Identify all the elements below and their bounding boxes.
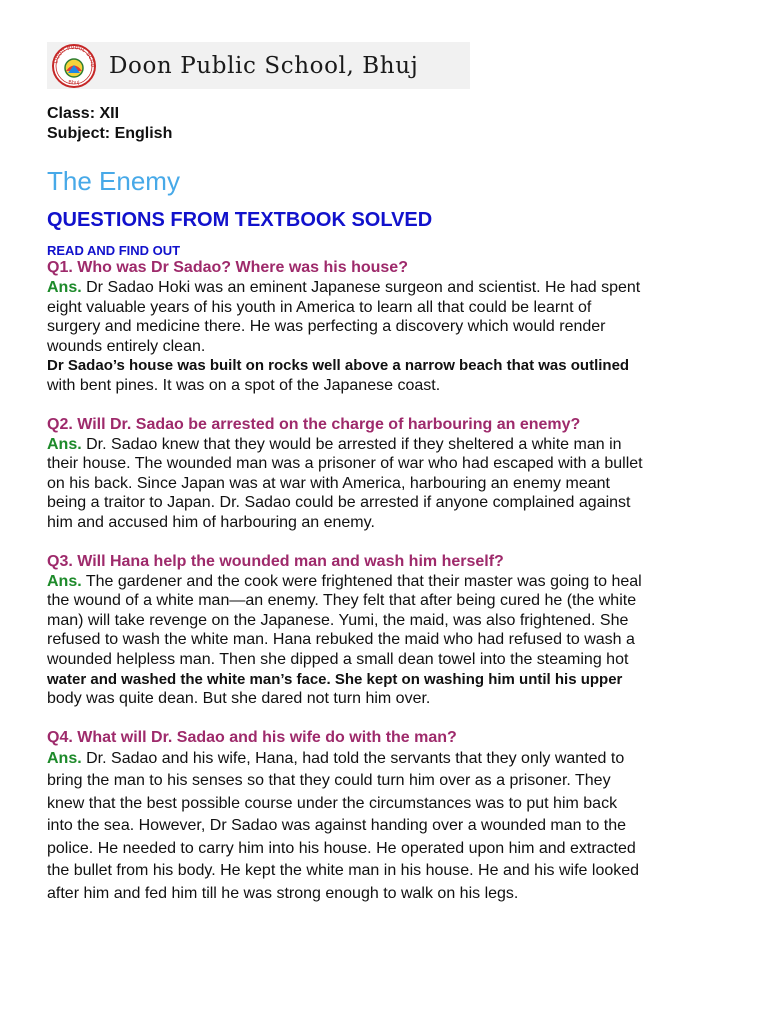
qa-block-4 bbox=[47, 728, 747, 906]
class-line: Class: XII bbox=[47, 105, 120, 122]
class-subject-info bbox=[47, 104, 747, 144]
answer-line: being a traitor to Japan. Dr. Sadao could be arrested if anyone complained against bbox=[47, 494, 631, 512]
question-4: Q4. What will Dr. Sadao and his wife do with the man? bbox=[47, 728, 457, 746]
answer-line: their house. The wounded man was a prisoner of war who had escaped with a bullet bbox=[47, 455, 643, 473]
answer-line: The gardener and the cook were frightened that their master was going to heal bbox=[85, 572, 642, 590]
qa-block-3 bbox=[47, 552, 747, 709]
answer-line: bring the man to his senses so that they could turn him over as a prisoner. They bbox=[47, 772, 611, 790]
answer-line: man) will take revenge on the Japanese. Yumi, the maid, was also frightened. She bbox=[47, 611, 629, 629]
answer-line: Dr Sadao’s house was built on rocks well above a narrow beach that was outlined bbox=[47, 357, 630, 375]
answer-line: police. He needed to carry him into his house. He operated upon him and extracted bbox=[47, 839, 636, 857]
document-page bbox=[47, 42, 747, 905]
answer-line: knew that the best possible course under the circumstances was to put him back bbox=[47, 794, 618, 812]
ans-label: Ans. bbox=[47, 749, 82, 767]
answer-line: into the sea. However, Dr Sadao was against handing over a wounded man to the bbox=[47, 817, 627, 835]
answer-1 bbox=[47, 278, 747, 396]
answer-4 bbox=[47, 748, 747, 906]
answer-line: Dr Sadao Hoki was an eminent Japanese surgeon and scientist. He had spent bbox=[86, 279, 641, 296]
ans-label: Ans. bbox=[47, 279, 82, 296]
answer-line: eight valuable years of his youth in America to learn all that could be learnt of bbox=[47, 298, 592, 316]
answer-3 bbox=[47, 572, 747, 709]
answer-line: him and accused him of harbouring an enemy. bbox=[47, 513, 375, 531]
subject-line: Subject: English bbox=[47, 125, 173, 142]
answer-line: on his back. Since Japan was at war with America, harbouring an enemy meant bbox=[47, 474, 610, 492]
answer-line: water and washed the white man’s face. She kept on washing him until his upper bbox=[47, 670, 623, 688]
answer-line: after him and fed him till he was strong enough to walk on his legs. bbox=[47, 884, 519, 902]
qa-block-2 bbox=[47, 415, 747, 533]
section-heading: QUESTIONS FROM TEXTBOOK SOLVED bbox=[47, 209, 433, 231]
answer-line: wounded helpless man. Then she dipped a small dean towel into the steaming hot bbox=[47, 650, 629, 668]
answer-line: surgery and medicine there. He was perfecting a discovery which would render bbox=[47, 318, 606, 336]
qa-block-1 bbox=[47, 258, 747, 396]
answer-line: refused to wash the white man. Hana rebuked the maid who had refused to wash a bbox=[47, 631, 635, 649]
read-and-find-out-label: READ AND FIND OUT bbox=[47, 243, 181, 258]
question-1: Q1. Who was Dr Sadao? Where was his house? bbox=[47, 259, 408, 276]
question-2: Q2. Will Dr. Sadao be arrested on the charge of harbouring an enemy? bbox=[47, 415, 581, 433]
answer-2 bbox=[47, 435, 747, 533]
school-header bbox=[47, 42, 470, 89]
svg-text:Doon Public School: Doon Public Scho bbox=[52, 43, 97, 68]
answer-line: body was quite dean. But she dared not turn him over. bbox=[47, 690, 431, 708]
school-logo-icon bbox=[47, 42, 101, 89]
answer-line: wounds entirely clean. bbox=[47, 337, 206, 355]
school-name: Doon Public School, Bhuj bbox=[109, 52, 419, 79]
ans-label: Ans. bbox=[47, 435, 82, 453]
ans-label: Ans. bbox=[47, 572, 82, 590]
answer-line: Dr. Sadao knew that they would be arrested if they sheltered a white man in bbox=[86, 435, 622, 453]
chapter-title: The Enemy bbox=[47, 166, 180, 196]
answer-line: Dr. Sadao and his wife, Hana, had told the servants that they only wanted to bbox=[86, 749, 625, 767]
answer-line: the bullet from his body. He kept the white man in his house. He and his wife looked bbox=[47, 862, 640, 880]
svg-text:Bhuj: Bhuj bbox=[68, 80, 80, 86]
answer-line: the wound of a white man—an enemy. They felt that after being cured he (the white bbox=[47, 592, 637, 610]
question-3: Q3. Will Hana help the wounded man and wash him herself? bbox=[47, 552, 504, 570]
answer-line: with bent pines. It was on a spot of the Japanese coast. bbox=[47, 376, 441, 394]
